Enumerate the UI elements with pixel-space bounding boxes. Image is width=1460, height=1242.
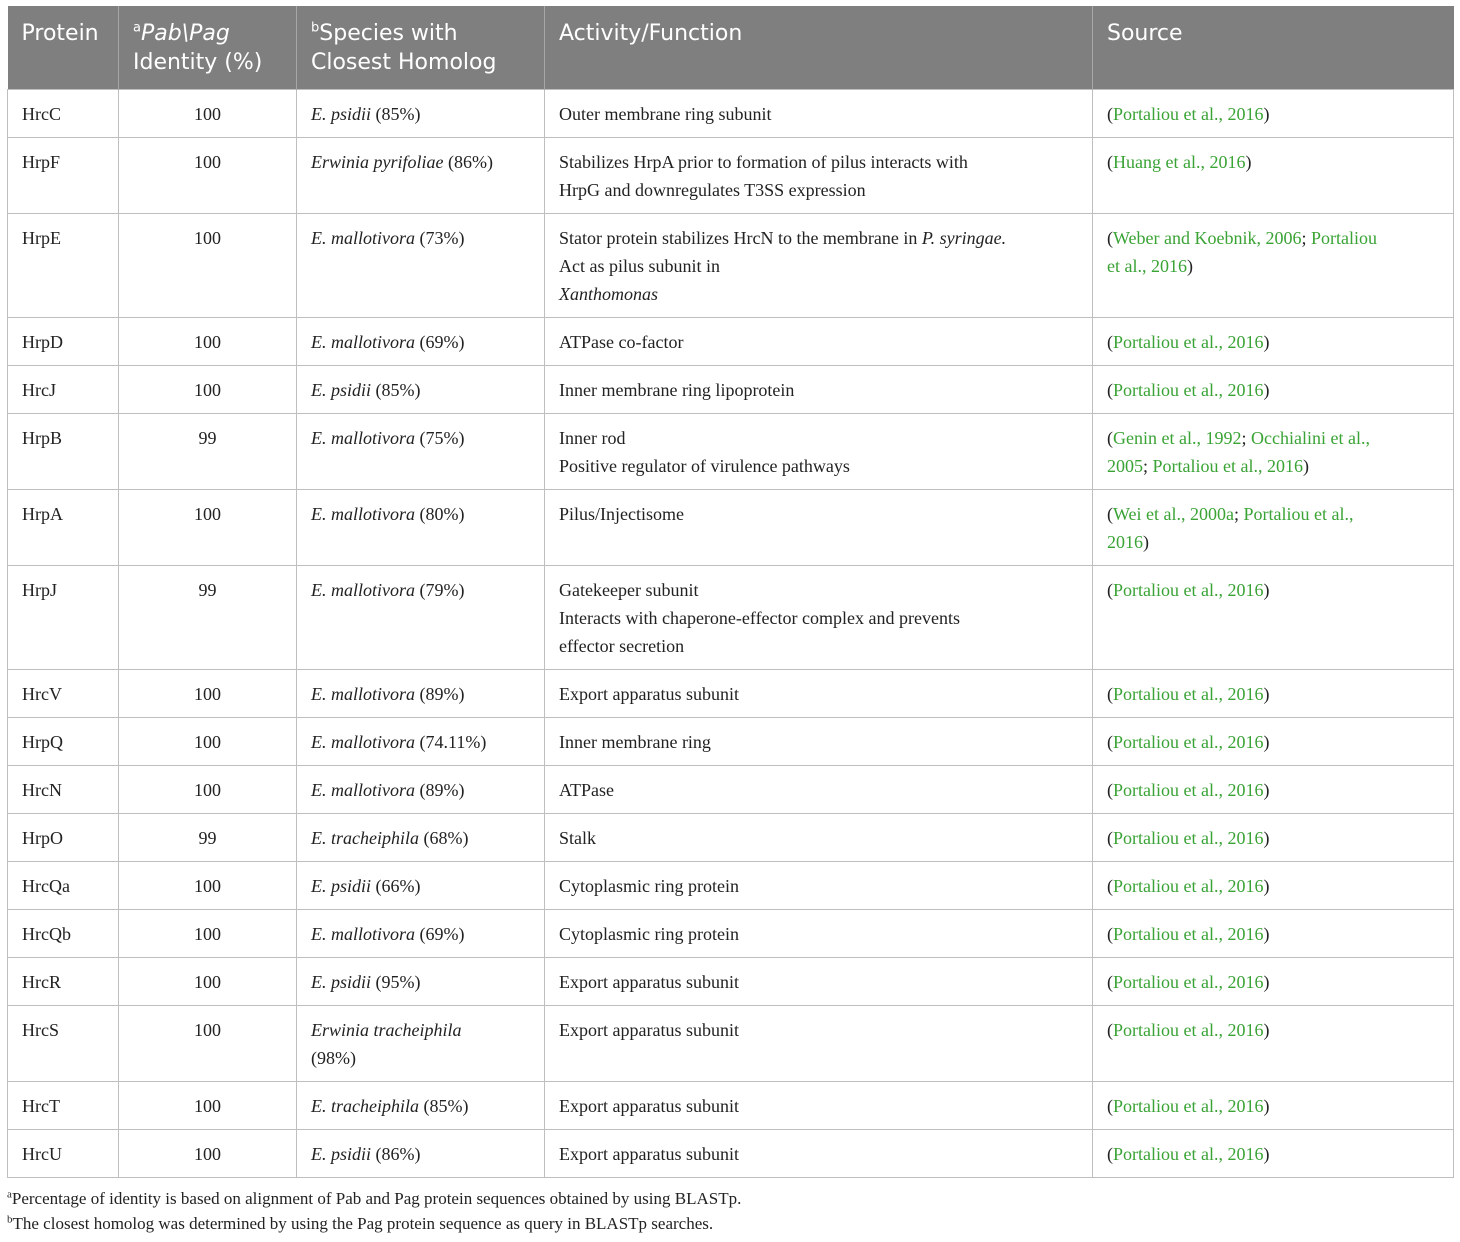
protein-cell: HrpD xyxy=(8,318,119,366)
activity-cell: Pilus/Injectisome xyxy=(545,490,1093,566)
source-cell: (Portaliou et al., 2016) xyxy=(1093,1082,1454,1130)
table-row xyxy=(8,414,1454,490)
identity-cell: 100 xyxy=(119,1130,297,1178)
activity-cell: Inner membrane ring xyxy=(545,718,1093,766)
citation-link[interactable]: Portaliou et al., 2016 xyxy=(1113,732,1264,752)
footnote-b: $^b$The closest homolog was determined by using the Pag protein sequence as query in BLASTp searches. xyxy=(7,1213,714,1233)
protein-cell: HrpJ xyxy=(8,566,119,670)
identity-cell: 100 xyxy=(119,718,297,766)
source-cell: (Wei et al., 2000a; Portaliou et al., 2016) xyxy=(1093,490,1454,566)
identity-cell: 100 xyxy=(119,862,297,910)
identity-cell: 100 xyxy=(119,1006,297,1082)
activity-cell: Gatekeeper subunit Interacts with chaperone-effector complex and prevents effector secretion xyxy=(545,566,1093,670)
citation-link[interactable]: Portaliou et al., 2016 xyxy=(1113,380,1264,400)
citation-link[interactable]: Portaliou et al., 2016 xyxy=(1113,876,1264,896)
identity-cell: 100 xyxy=(119,138,297,214)
source-cell: (Portaliou et al., 2016) xyxy=(1093,862,1454,910)
species-cell: E. psidii (95%) xyxy=(297,958,545,1006)
source-cell: (Portaliou et al., 2016) xyxy=(1093,90,1454,138)
protein-cell: HrcQa xyxy=(8,862,119,910)
citation-link[interactable]: 2005 xyxy=(1107,456,1143,476)
citation-link[interactable]: et al., 2016 xyxy=(1107,256,1187,276)
protein-cell: HrpE xyxy=(8,214,119,318)
protein-cell: HrcJ xyxy=(8,366,119,414)
protein-table xyxy=(7,6,1454,1178)
citation-link[interactable]: Portaliou et al., 2016 xyxy=(1113,684,1264,704)
protein-cell: HrcU xyxy=(8,1130,119,1178)
source-cell: (Portaliou et al., 2016) xyxy=(1093,318,1454,366)
activity-cell: Inner membrane ring lipoprotein xyxy=(545,366,1093,414)
table-row xyxy=(8,138,1454,214)
table-row xyxy=(8,814,1454,862)
citation-link[interactable]: Weber and Koebnik, 2006 xyxy=(1113,228,1302,248)
activity-cell: ATPase co-factor xyxy=(545,318,1093,366)
source-cell: (Portaliou et al., 2016) xyxy=(1093,1130,1454,1178)
identity-cell: 100 xyxy=(119,214,297,318)
identity-cell: 100 xyxy=(119,766,297,814)
activity-cell: Stalk xyxy=(545,814,1093,862)
protein-cell: HrcS xyxy=(8,1006,119,1082)
activity-cell: Export apparatus subunit xyxy=(545,1130,1093,1178)
citation-link[interactable]: Portaliou et al., 2016 xyxy=(1113,104,1264,124)
species-cell: E. mallotivora (73%) xyxy=(297,214,545,318)
species-cell: E. mallotivora (80%) xyxy=(297,490,545,566)
species-cell: E. psidii (66%) xyxy=(297,862,545,910)
citation-link[interactable]: Huang et al., 2016 xyxy=(1113,152,1246,172)
citation-link[interactable]: Portaliou et al., 2016 xyxy=(1113,1096,1264,1116)
activity-cell: Outer membrane ring subunit xyxy=(545,90,1093,138)
table-row xyxy=(8,862,1454,910)
species-cell: Erwinia pyrifoliae (86%) xyxy=(297,138,545,214)
source-cell: (Portaliou et al., 2016) xyxy=(1093,670,1454,718)
citation-link[interactable]: Portaliou et al., xyxy=(1243,504,1354,524)
species-cell: E. mallotivora (74.11%) xyxy=(297,718,545,766)
protein-cell: HrcN xyxy=(8,766,119,814)
species-cell: E. mallotivora (75%) xyxy=(297,414,545,490)
activity-cell: Cytoplasmic ring protein xyxy=(545,862,1093,910)
table-row xyxy=(8,318,1454,366)
table-row xyxy=(8,910,1454,958)
protein-cell: HrpQ xyxy=(8,718,119,766)
protein-cell: HrpO xyxy=(8,814,119,862)
citation-link[interactable]: Portaliou xyxy=(1311,228,1378,248)
protein-cell: HrpB xyxy=(8,414,119,490)
identity-cell: 100 xyxy=(119,366,297,414)
source-cell: (Portaliou et al., 2016) xyxy=(1093,718,1454,766)
citation-link[interactable]: Wei et al., 2000a xyxy=(1113,504,1235,524)
source-cell: (Portaliou et al., 2016) xyxy=(1093,910,1454,958)
table-row xyxy=(8,670,1454,718)
table-header xyxy=(8,6,1454,90)
species-cell: E. psidii (85%) xyxy=(297,366,545,414)
source-cell: (Portaliou et al., 2016) xyxy=(1093,766,1454,814)
identity-cell: 99 xyxy=(119,814,297,862)
source-cell: (Weber and Koebnik, 2006; Portaliou et al., 2016) xyxy=(1093,214,1454,318)
table-row xyxy=(8,1082,1454,1130)
source-cell: (Portaliou et al., 2016) xyxy=(1093,1006,1454,1082)
protein-cell: HrcR xyxy=(8,958,119,1006)
table-row xyxy=(8,718,1454,766)
protein-cell: HrcV xyxy=(8,670,119,718)
species-cell: E. mallotivora (69%) xyxy=(297,318,545,366)
identity-cell: 100 xyxy=(119,910,297,958)
table-body xyxy=(8,90,1454,1178)
table-row xyxy=(8,214,1454,318)
protein-cell: HrpF xyxy=(8,138,119,214)
citation-link[interactable]: Genin et al., 1992 xyxy=(1113,428,1242,448)
header-species: $^b$Species with Closest Homolog xyxy=(297,6,545,90)
species-cell: E. mallotivora (79%) xyxy=(297,566,545,670)
activity-cell: ATPase xyxy=(545,766,1093,814)
table-row xyxy=(8,1130,1454,1178)
table-row xyxy=(8,566,1454,670)
header-identity: $^a$Pab\Pag Identity (%) xyxy=(119,6,297,90)
table-row xyxy=(8,958,1454,1006)
citation-link[interactable]: Portaliou et al., 2016 xyxy=(1113,828,1264,848)
identity-cell: 100 xyxy=(119,670,297,718)
protein-cell: HrcT xyxy=(8,1082,119,1130)
identity-cell: 100 xyxy=(119,90,297,138)
species-cell: E. mallotivora (89%) xyxy=(297,670,545,718)
header-source: Source xyxy=(1093,6,1454,90)
citation-link[interactable]: Portaliou et al., 2016 xyxy=(1113,580,1264,600)
protein-cell: HrcQb xyxy=(8,910,119,958)
table-footnotes xyxy=(7,1186,1453,1236)
source-cell: (Portaliou et al., 2016) xyxy=(1093,366,1454,414)
activity-cell: Stator protein stabilizes HrcN to the membrane in P. syringae. Act as pilus subunit in Xanthomonas xyxy=(545,214,1093,318)
citation-link[interactable]: Portaliou et al., 2016 xyxy=(1113,1020,1264,1040)
species-cell: E. tracheiphila (85%) xyxy=(297,1082,545,1130)
species-cell: E. psidii (86%) xyxy=(297,1130,545,1178)
header-protein: Protein xyxy=(8,6,119,90)
protein-cell: HrcC xyxy=(8,90,119,138)
table-row xyxy=(8,1006,1454,1082)
citation-link[interactable]: Portaliou et al., 2016 xyxy=(1113,972,1264,992)
species-cell: E. mallotivora (69%) xyxy=(297,910,545,958)
source-cell: (Portaliou et al., 2016) xyxy=(1093,814,1454,862)
species-cell: E. psidii (85%) xyxy=(297,90,545,138)
source-cell: (Portaliou et al., 2016) xyxy=(1093,958,1454,1006)
source-cell: (Portaliou et al., 2016) xyxy=(1093,566,1454,670)
activity-cell: Stabilizes HrpA prior to formation of pilus interacts with HrpG and downregulates T3SS expression xyxy=(545,138,1093,214)
species-cell: E. tracheiphila (68%) xyxy=(297,814,545,862)
table-row xyxy=(8,90,1454,138)
protein-cell: HrpA xyxy=(8,490,119,566)
table-row xyxy=(8,490,1454,566)
activity-cell: Export apparatus subunit xyxy=(545,1006,1093,1082)
identity-cell: 100 xyxy=(119,958,297,1006)
citation-link[interactable]: Portaliou et al., 2016 xyxy=(1113,924,1264,944)
identity-cell: 100 xyxy=(119,1082,297,1130)
table-row xyxy=(8,366,1454,414)
citation-link[interactable]: Portaliou et al., 2016 xyxy=(1152,456,1303,476)
activity-cell: Export apparatus subunit xyxy=(545,670,1093,718)
identity-cell: 99 xyxy=(119,414,297,490)
table-row xyxy=(8,766,1454,814)
species-cell: E. mallotivora (89%) xyxy=(297,766,545,814)
footnote-a: $^a$Percentage of identity is based on alignment of Pab and Pag protein sequences obtained by using BLASTp. xyxy=(7,1188,742,1208)
activity-cell: Export apparatus subunit xyxy=(545,958,1093,1006)
species-cell: Erwinia tracheiphila (98%) xyxy=(297,1006,545,1082)
citation-link[interactable]: Portaliou et al., 2016 xyxy=(1113,332,1264,352)
identity-cell: 99 xyxy=(119,566,297,670)
header-activity: Activity/Function xyxy=(545,6,1093,90)
citation-link[interactable]: Portaliou et al., 2016 xyxy=(1113,1144,1264,1164)
source-cell: (Genin et al., 1992; Occhialini et al., 2005; Portaliou et al., 2016) xyxy=(1093,414,1454,490)
identity-cell: 100 xyxy=(119,490,297,566)
citation-link[interactable]: 2016 xyxy=(1107,532,1143,552)
identity-cell: 100 xyxy=(119,318,297,366)
activity-cell: Cytoplasmic ring protein xyxy=(545,910,1093,958)
activity-cell: Inner rod Positive regulator of virulence pathways xyxy=(545,414,1093,490)
citation-link[interactable]: Occhialini et al., xyxy=(1251,428,1370,448)
activity-cell: Export apparatus subunit xyxy=(545,1082,1093,1130)
source-cell: (Huang et al., 2016) xyxy=(1093,138,1454,214)
citation-link[interactable]: Portaliou et al., 2016 xyxy=(1113,780,1264,800)
